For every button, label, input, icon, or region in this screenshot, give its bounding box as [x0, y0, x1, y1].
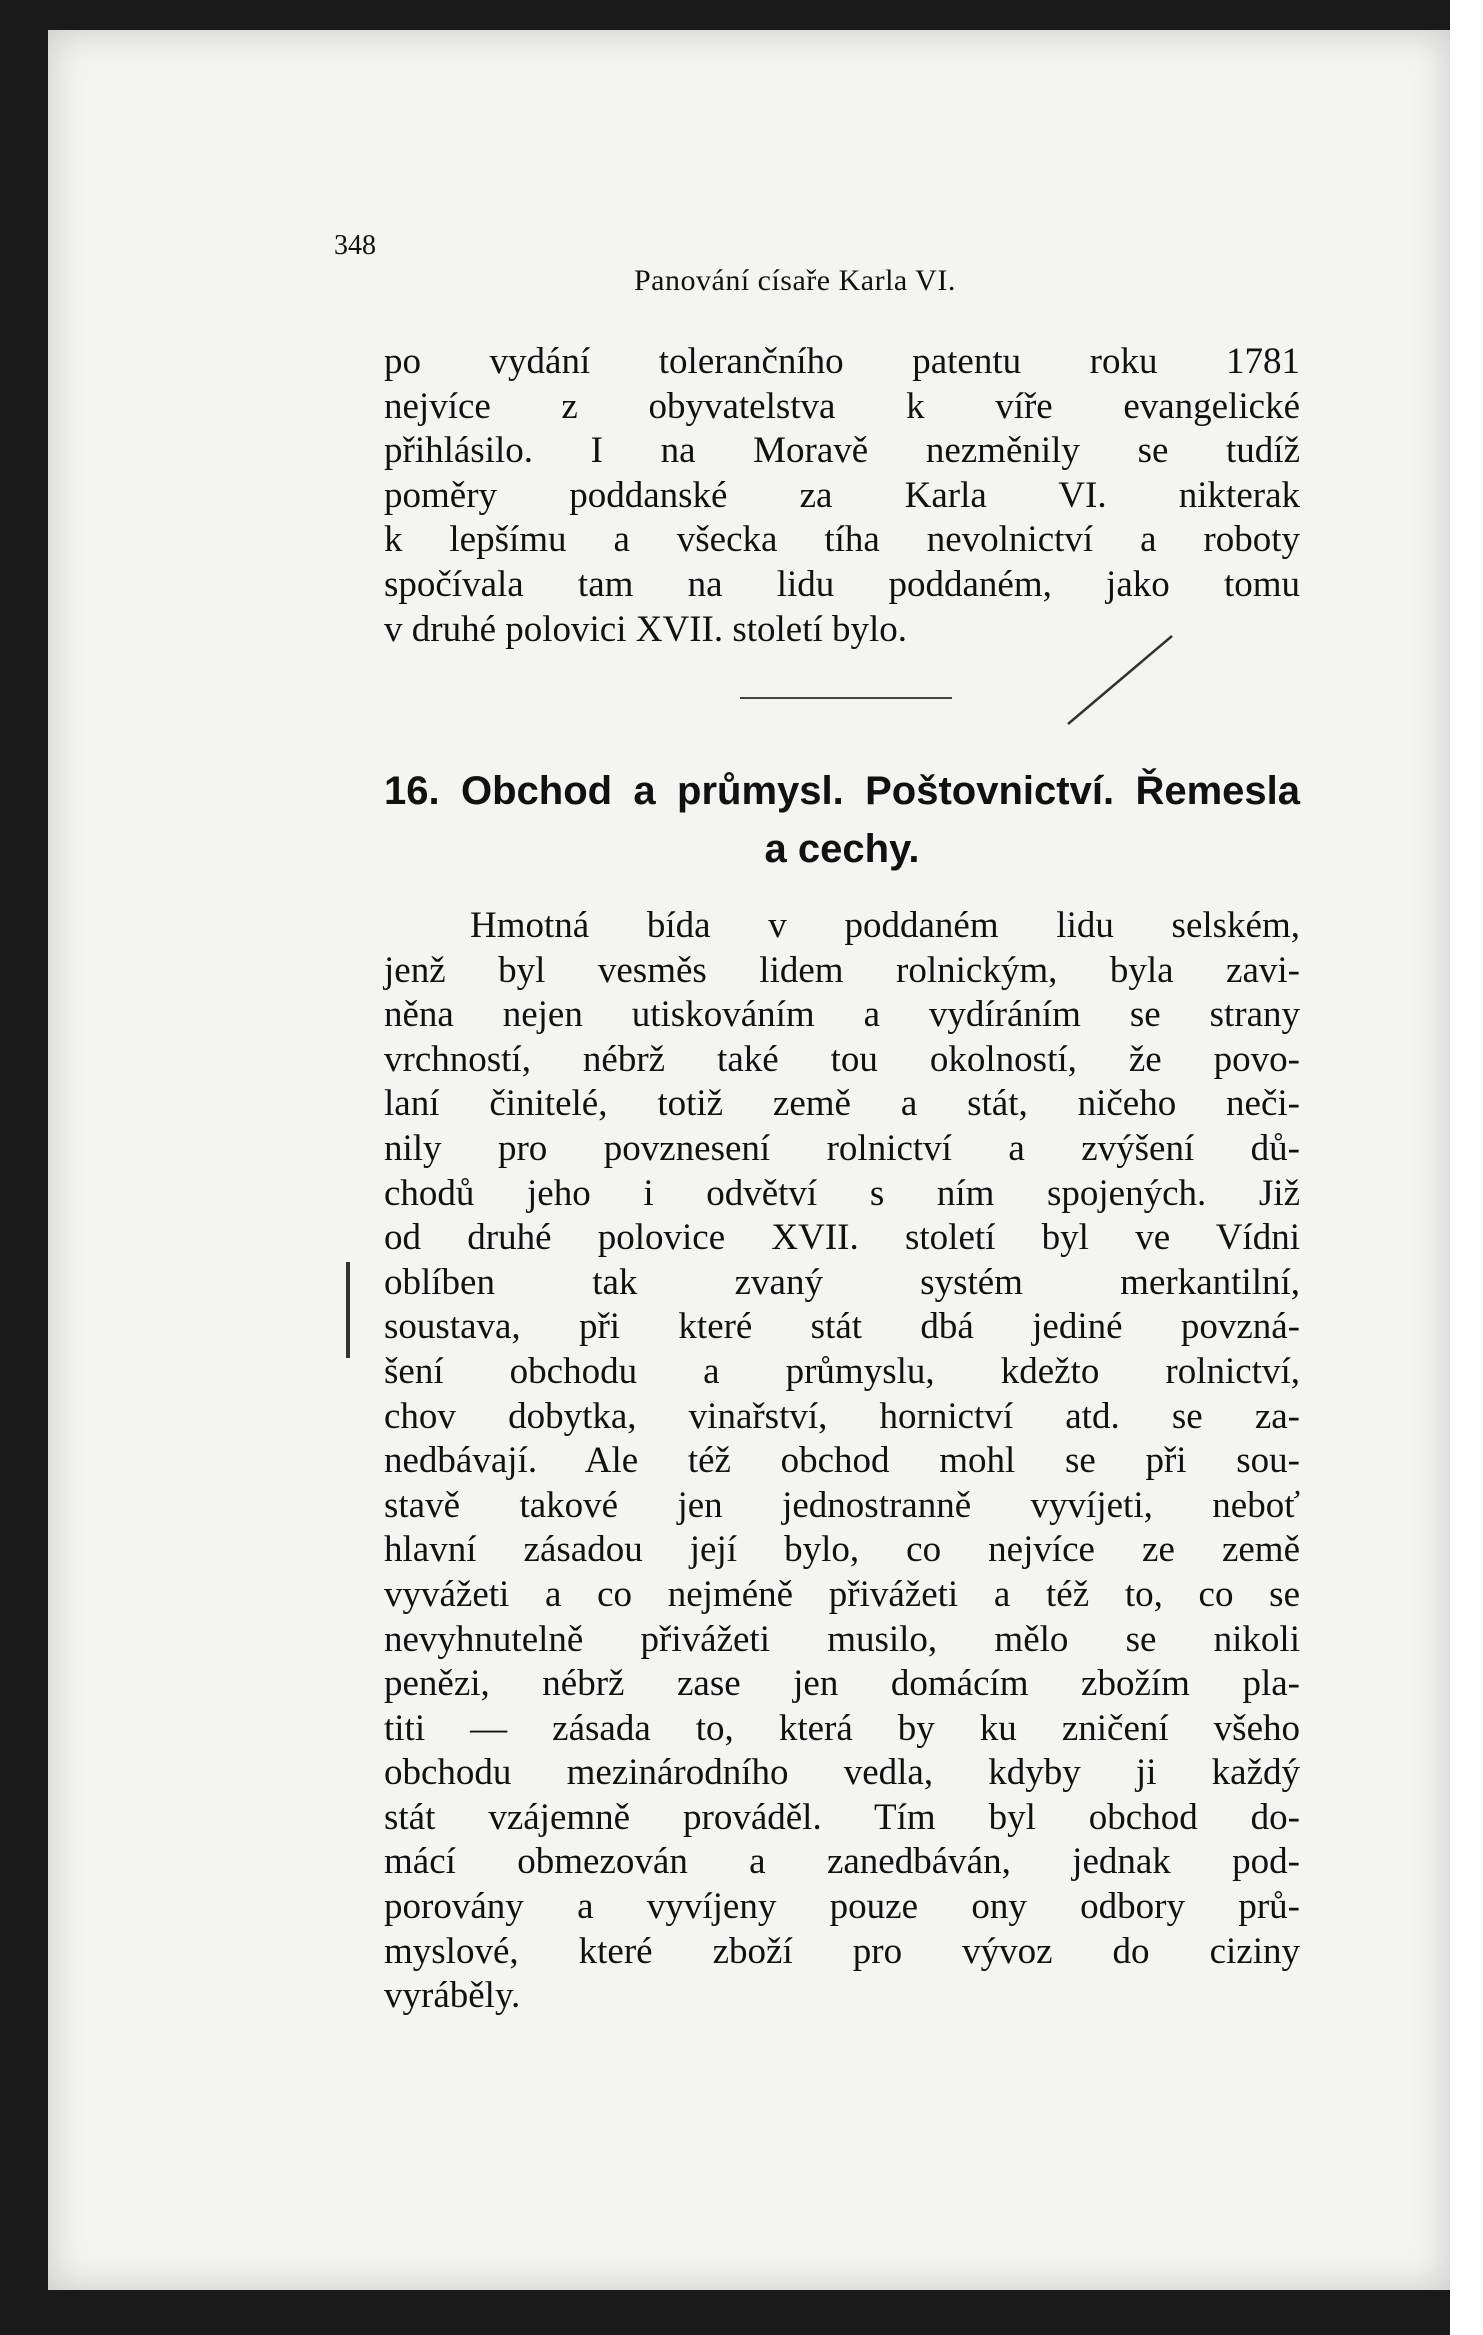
text-line: nily pro povznesení rolnictví a zvýšení dů- — [384, 1127, 1300, 1169]
text-line: od druhé polovice XVII. století byl ve Vídni — [384, 1217, 1300, 1259]
section-separator — [740, 697, 952, 699]
text-line: vyvážeti a co nejméně přivážeti a též to, co se — [384, 1573, 1300, 1615]
text-line: šení obchodu a průmyslu, kdežto rolnictví, — [384, 1350, 1300, 1392]
scan-margin — [1450, 0, 1483, 2335]
page-number: 348 — [334, 230, 376, 261]
page-header — [334, 226, 1334, 297]
main-paragraph — [384, 904, 1300, 2019]
text-line: po vydání tolerančního patentu roku 1781 — [384, 341, 1300, 382]
text-line: soustava, při které stát dbá jediné povzná- — [384, 1306, 1300, 1348]
text-line: chodů jeho i odvětví s ním spojených. Již — [384, 1172, 1300, 1214]
text-line: spočívala tam na lidu poddaném, jako tomu — [384, 563, 1300, 605]
text-line: stavě takové jen jednostranně vyvíjeti, neboť — [384, 1484, 1300, 1526]
margin-mark — [346, 1262, 350, 1358]
text-line: k lepšímu a všecka tíha nevolnictví a roboty — [384, 519, 1300, 561]
section-heading — [384, 762, 1300, 878]
text-line: Hmotná bída v poddaném lidu selském, — [470, 905, 1300, 946]
text-line: stát vzájemně prováděl. Tím byl obchod do- — [384, 1796, 1300, 1838]
heading-line: 16. Obchod a průmysl. Poštovnictví. Řemesla — [384, 769, 1300, 813]
text-line: obchodu mezinárodního vedla, kdyby ji každý — [384, 1752, 1300, 1794]
pencil-mark — [1060, 628, 1180, 728]
text-line: jenž byl vesměs lidem rolnickým, byla zavi- — [384, 949, 1300, 991]
text-line: nejvíce z obyvatelstva k víře evangelické — [384, 385, 1300, 427]
text-line: laní činitelé, totiž země a stát, ničeho neči- — [384, 1083, 1300, 1125]
intro-paragraph — [384, 340, 1300, 652]
text-line: penězi, nébrž zase jen domácím zbožím pla- — [384, 1663, 1300, 1705]
text-line: chov dobytka, vinařství, hornictví atd. se za- — [384, 1395, 1300, 1437]
text-line: vyráběly. — [384, 1975, 521, 2017]
text-line: poměry poddanské za Karla VI. nikterak — [384, 474, 1300, 516]
text-line: oblíben tak zvaný systém merkantilní, — [384, 1261, 1300, 1303]
text-line: myslové, které zboží pro vývoz do ciziny — [384, 1930, 1300, 1972]
text-line: vrchností, nébrž také tou okolností, že povo- — [384, 1038, 1300, 1080]
text-line: porovány a vyvíjeny pouze ony odbory prů- — [384, 1886, 1300, 1928]
text-line: nedbávají. Ale též obchod mohl se při sou- — [384, 1440, 1300, 1482]
text-line: titi — zásada to, která by ku zničení všeho — [384, 1707, 1300, 1749]
text-line: mácí obmezován a zanedbáván, jednak pod- — [384, 1841, 1300, 1883]
text-line: hlavní zásadou její bylo, co nejvíce ze země — [384, 1529, 1300, 1571]
heading-line: a cechy. — [764, 827, 920, 871]
text-line: nevyhnutelně přivážeti musilo, mělo se nikoli — [384, 1618, 1300, 1660]
text-line: v druhé polovici XVII. století bylo. — [384, 608, 908, 650]
running-head: Panování císaře Karla VI. — [634, 264, 956, 297]
text-line: přihlásilo. I na Moravě nezměnily se tudíž — [384, 430, 1300, 472]
text-line: něna nejen utiskováním a vydíráním se strany — [384, 994, 1300, 1036]
